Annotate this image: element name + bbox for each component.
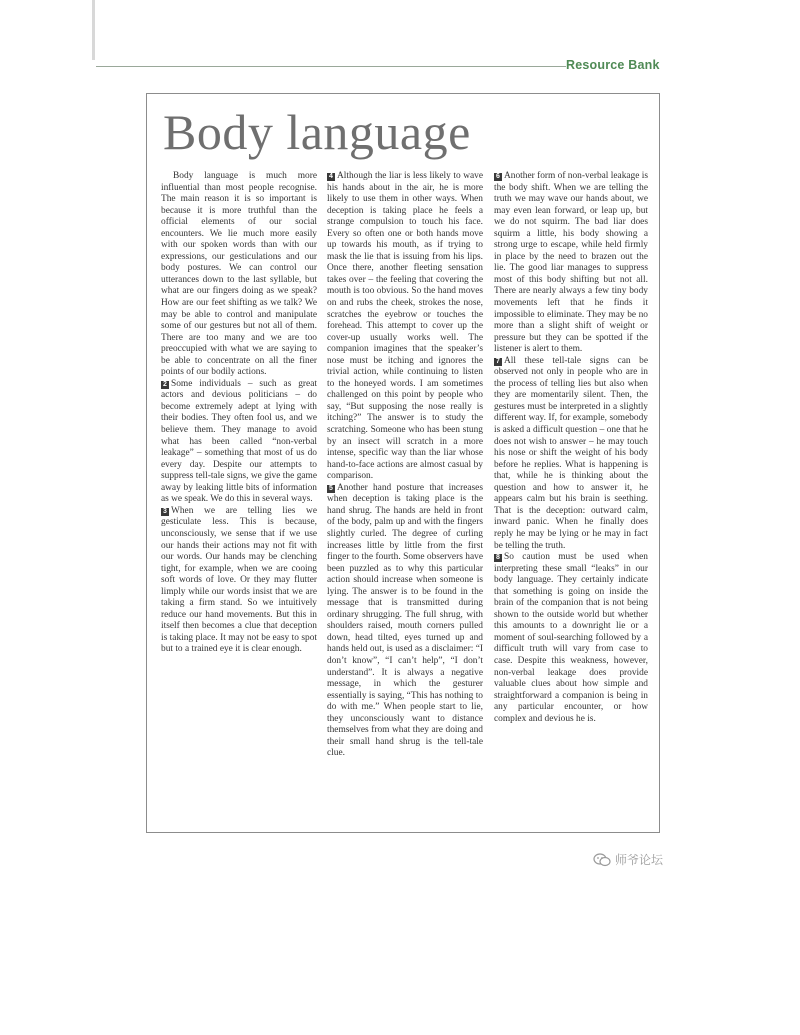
paragraph-number: 8 [494, 554, 502, 562]
scan-edge-shadow [92, 0, 95, 60]
paragraph-text: When we are telling lies we gesticulate less. This is because, unconsciously, we sense that if we use our hands their actions may not fit with our words. Our hands may be clenching tight, for example, when we are cooing soft words of love. Or they may flutter limply while our words insist that we are taking a firm stand. So we intuitively reduce our hand movements. But this in itself then becomes a clue that deception is taking place. It may not be easy to spot but to a trained eye it is clear enough. [161, 505, 317, 655]
paragraph-number: 7 [494, 358, 502, 366]
watermark [593, 851, 663, 868]
paragraph-5 [327, 483, 483, 760]
watermark-text: 师爷论坛 [615, 853, 664, 867]
section-label: Resource Bank [566, 58, 660, 72]
paragraph-text: So caution must be used when interpreting these small “leaks” in our body language. They certainly indicate that something is going on inside the brain of the companion that is not being shown to the outside world but whether this amounts to a downright lie or a moment of soul-searching followed by a difficult truth will vary from case to case. Despite this weakness, however, non-verbal leakage does provide valuable clues about how simple and straightforward a companion is being in any particular encounter, or how complex and devious he is. [494, 552, 648, 724]
paragraph-2 [161, 379, 317, 506]
paragraph-4 [327, 171, 483, 483]
paragraph-text: Another form of non-verbal leakage is the body shift. When we are telling the truth we may wave our hands about, we may even lean forward, or leap up, but we do not squirm. The bad liar does squirm a little, his body showing a strong urge to escape, while held firmly in place by the need to brazen out the lie. The good liar manages to suppress most of this body shifting but not all. There are nearly always a few tiny body movements left that he finds it impossible to eliminate. They may be no more than a slight shift of weight or pressure but they can be spotted if the listener is alert to them. [494, 171, 648, 355]
paragraph-8 [494, 552, 648, 725]
paragraph-number: 2 [161, 381, 169, 389]
paragraph-text: Although the liar is less likely to wave his hands about in the air, he is more likely to use them in other ways. When deception is taking place he feels a strange compulsion to touch his face. Every so often one or both hands move up towards his mouth, as if trying to mask the lie that is issuing from his lips. Once there, another fleeting sensation takes over – the feeling that covering the mouth is too obvious. So the hand moves on and rubs the cheek, strokes the nose, scratches the eyebrow or touches the forehead. This attempt to cover up the cover-up usually works well. The companion imagines that the speaker’s nose must be itching and ignores the trivial action, while continuing to listen to the honeyed words. I am sometimes challenged on this point by people who say, “But supposing the nose really is itching?” The answer is to study the scratching. Someone who has been stung by an insect will scratch in a more intense, specific way than the liar whose hand-to-face actions are almost casual by comparison. [327, 171, 483, 482]
paragraph-6 [494, 171, 648, 356]
paragraph-text: Another hand posture that increases when deception is taking place is the hand shrug. The hands are held in front of the body, palm up and with the fingers slightly curled. The degree of curling increases little by little from the first finger to the fourth. Some observers have been puzzled as to why this particular action should increase when someone is lying. The answer is to be found in the message that is transmitted during ordinary shrugging. The full shrug, with shoulders raised, mouth corners pulled down, head tilted, eyes turned up and hands held out, is used as a disclaimer: “I don’t know”, “I can’t help”, “I don’t understand”. It is always a negative message, in which the gesturer essentially is saying, “This has nothing to do with me.” When people start to lie, they unconsciously want to distance themselves from what they are doing and their small hand shrug is the tell-tale clue. [327, 482, 483, 759]
article-title: Body language [163, 104, 471, 160]
article-column-2 [327, 171, 483, 760]
paragraph-number: 6 [494, 173, 502, 181]
paragraph-number: 5 [327, 485, 335, 493]
paragraph-number: 4 [327, 173, 335, 181]
paragraph-text: All these tell-tale signs can be observed not only in people who are in the process of telling lies but also when they are momentarily silent. Then, the gestures must be interpreted in a slightly different way. If, for example, somebody is asked a difficult question – one that he does not wish to answer – he may touch his nose or shift the weight of his body before he replies. What is happening is that, while he is thinking about the question and how to answer it, he appears calm but his brain is seething. That is the deception: outward calm, inward panic. When he finally does reply he may be lying or he may in fact be telling the truth. [494, 355, 648, 551]
article-column-1 [161, 171, 317, 656]
header-rule [96, 66, 566, 67]
paragraph-number: 3 [161, 508, 169, 516]
paragraph-text: Some individuals – such as great actors and devious politicians – do become extremely adept at lying with their bodies. They often fool us, and we believe them. They manage to avoid what has been called “non-verbal leakage” – something that most of us do every day. Despite our attempts to suppress tell-tale signs, we give the game away by leaking little bits of information as we speak. We do this in several ways. [161, 378, 317, 505]
article-column-3 [494, 171, 648, 725]
wechat-icon [593, 853, 611, 867]
paragraph-1 [161, 171, 317, 379]
paragraph-3 [161, 506, 317, 656]
paragraph-text: Body language is much more influential than most people recognise. The main reason it is so important is because it is more truthful than the official elements of our social encounters. We lie much more easily with our spoken words than with our expressions, our gesticulations and our body postures. We can control our utterances down to the last syllable, but what are our fingers doing as we speak? How are our feet shifting as we talk? We may be able to control and manipulate some of our gestures but not all of them. There are too many and we are too preoccupied with what we are saying to be able to concentrate on all the finer points of our bodily actions. [161, 171, 317, 378]
paragraph-7 [494, 356, 648, 552]
